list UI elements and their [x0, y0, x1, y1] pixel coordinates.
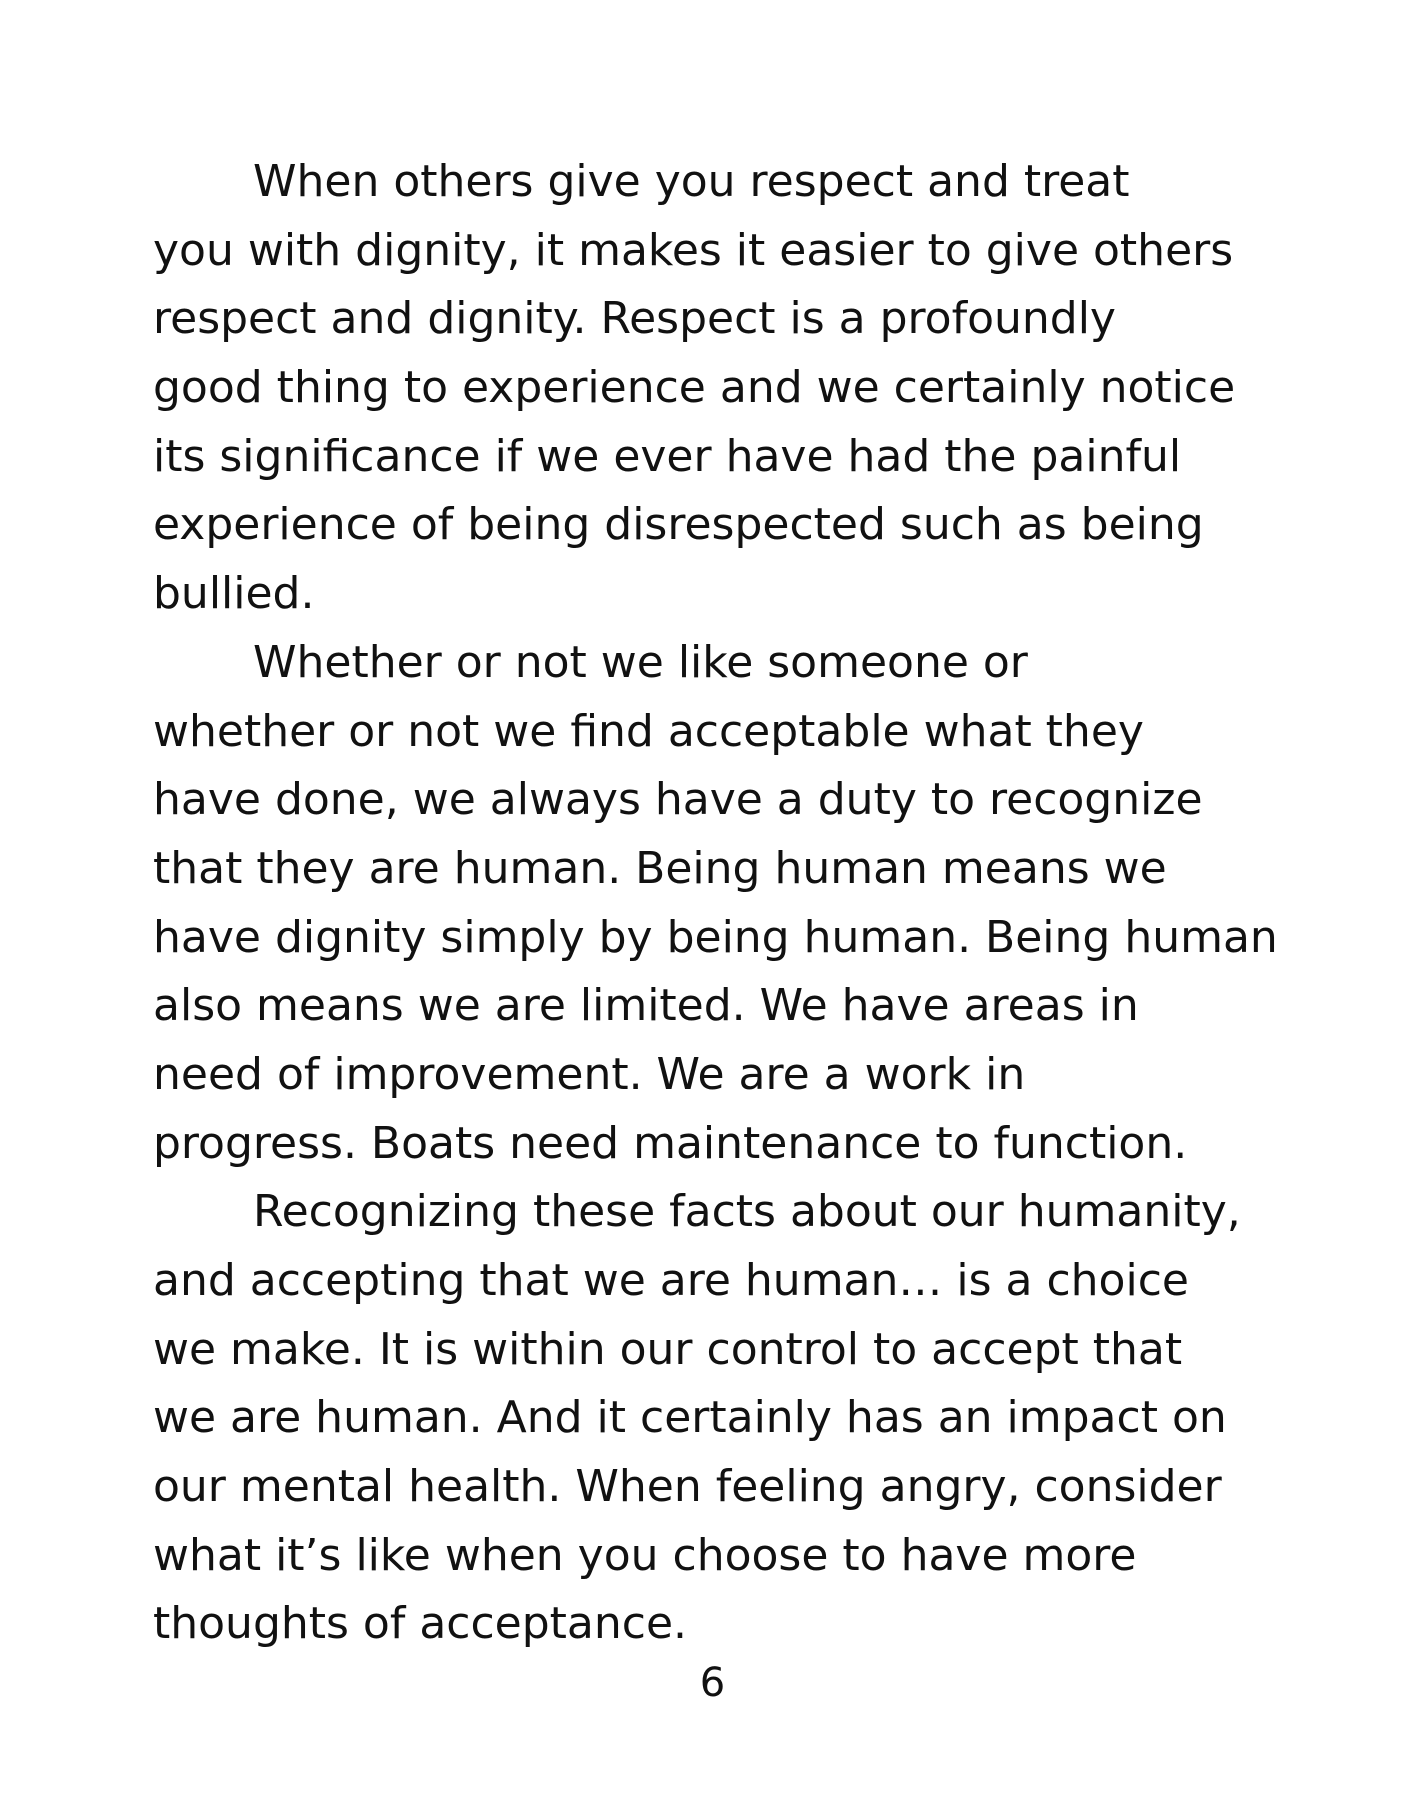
paragraph-1-line-2: you with dignity, it makes it easier to give others	[153, 224, 1234, 276]
paragraph-1-line-1: When others give you respect and treat	[253, 156, 1130, 207]
paragraph-1-line-4: good thing to experience and we certainly notice	[153, 362, 1236, 414]
paragraph-2-line-4: that they are human. Being human means we	[153, 842, 1167, 894]
paragraph-3-line-3: we make. It is within our control to accept that	[153, 1323, 1183, 1375]
body-text	[153, 148, 1283, 1659]
page-number: 6	[699, 1660, 726, 1706]
paragraph-3-line-1: Recognizing these facts about our humanity,	[253, 1186, 1241, 1238]
paragraph-2-line-2: whether or not we find acceptable what they	[153, 705, 1144, 757]
paragraph-3-line-7: thoughts of acceptance.	[153, 1598, 688, 1650]
paragraph-3-line-2: and accepting that we are human… is a choice	[153, 1255, 1189, 1306]
paragraph-3-line-6: what it’s like when you choose to have more	[153, 1529, 1137, 1581]
paragraph-1-line-7: bullied.	[153, 568, 315, 620]
paragraph-2-line-5: have dignity simply by being human. Being human	[153, 911, 1278, 963]
paragraph-2-line-1: Whether or not we like someone or	[253, 636, 1028, 688]
paragraph-1-line-6: experience of being disrespected such as being	[153, 499, 1204, 551]
paragraph-1-line-5: its significance if we ever have had the painful	[153, 430, 1182, 482]
paragraph-3-line-4: we are human. And it certainly has an impact on	[153, 1392, 1227, 1444]
paragraph-2-line-8: progress. Boats need maintenance to function.	[153, 1117, 1188, 1169]
paragraph-2-line-6: also means we are limited. We have areas in	[153, 980, 1139, 1032]
paragraph-3-line-5: our mental health. When feeling angry, consider	[153, 1461, 1222, 1513]
paragraph-2-line-7: need of improvement. We are a work in	[153, 1048, 1026, 1100]
paragraph-2-line-3: have done, we always have a duty to recognize	[153, 774, 1203, 826]
paragraph-1-line-3: respect and dignity. Respect is a profoundly	[153, 293, 1116, 345]
